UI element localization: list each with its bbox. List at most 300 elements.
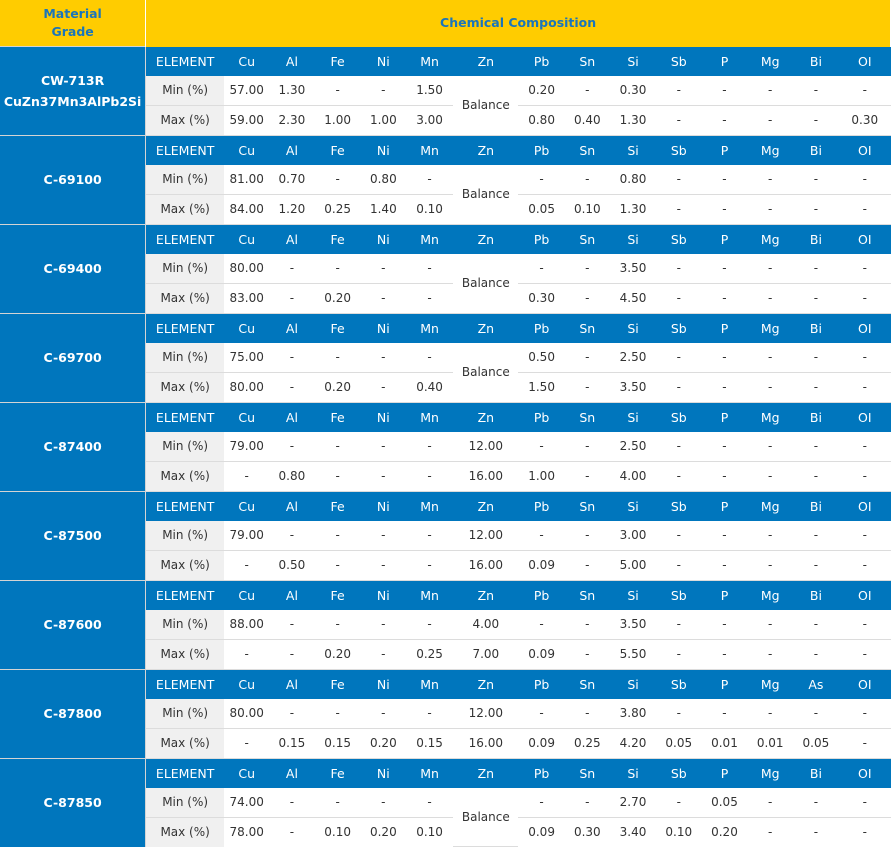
- element-header-cell: Cu: [224, 580, 269, 610]
- min-value-cell: -: [315, 76, 361, 106]
- min-value-cell: -: [656, 521, 701, 551]
- max-value-cell: -: [748, 283, 793, 313]
- min-value-cell: -: [839, 165, 890, 195]
- min-value-cell: -: [269, 788, 314, 818]
- min-value-cell: -: [565, 788, 610, 818]
- max-value-cell: -: [793, 283, 839, 313]
- element-header-cell: Al: [269, 491, 314, 521]
- min-value-cell: 57.00: [224, 76, 269, 106]
- element-header-cell: Sn: [565, 669, 610, 699]
- max-label: Max (%): [146, 817, 224, 847]
- min-value-cell: -: [406, 699, 453, 729]
- max-value-cell: 1.30: [610, 194, 656, 224]
- min-value-cell: -: [839, 521, 890, 551]
- min-value-cell: -: [565, 76, 610, 106]
- element-header-cell: Ni: [361, 580, 406, 610]
- max-value-cell: -: [748, 550, 793, 580]
- element-header-cell: Mg: [748, 669, 793, 699]
- max-label: Max (%): [146, 372, 224, 402]
- max-value-cell: -: [748, 639, 793, 669]
- element-header-cell: Sb: [656, 224, 701, 254]
- element-label: ELEMENT: [146, 402, 224, 432]
- min-value-cell: -: [361, 521, 406, 551]
- element-header-cell: Zn: [453, 224, 518, 254]
- max-value-cell: -: [406, 283, 453, 313]
- element-header-cell: Zn: [453, 313, 518, 343]
- element-header-row: [0, 135, 891, 165]
- element-header-cell: Pb: [518, 135, 564, 165]
- max-value-cell: 16.00: [453, 461, 518, 491]
- material-grade-cell: C-69700: [0, 313, 146, 402]
- max-value-cell: 0.09: [518, 817, 564, 847]
- element-header-cell: Al: [269, 580, 314, 610]
- element-header-cell: Al: [269, 135, 314, 165]
- max-value-cell: 1.00: [361, 105, 406, 135]
- element-header-cell: As: [793, 669, 839, 699]
- element-header-cell: Pb: [518, 491, 564, 521]
- min-value-cell: -: [701, 699, 747, 729]
- max-value-cell: 0.09: [518, 550, 564, 580]
- max-value-cell: 5.50: [610, 639, 656, 669]
- min-value-cell: -: [565, 343, 610, 373]
- min-value-cell: -: [269, 432, 314, 462]
- max-value-cell: -: [565, 639, 610, 669]
- max-value-cell: -: [361, 639, 406, 669]
- min-value-cell: 88.00: [224, 610, 269, 640]
- material-grade-cell: C-69100: [0, 135, 146, 224]
- max-value-cell: 2.30: [269, 105, 314, 135]
- max-value-cell: 0.20: [315, 639, 361, 669]
- min-value-cell: -: [793, 343, 839, 373]
- min-value-cell: 3.50: [610, 254, 656, 284]
- element-header-cell: Bi: [793, 580, 839, 610]
- max-value-cell: -: [656, 194, 701, 224]
- material-grade-cell: CW-713R CuZn37Mn3AlPb2Si: [0, 47, 146, 136]
- element-header-cell: Al: [269, 402, 314, 432]
- element-header-cell: P: [701, 669, 747, 699]
- min-value-cell: -: [793, 610, 839, 640]
- min-value-cell: -: [656, 788, 701, 818]
- min-value-cell: -: [793, 76, 839, 106]
- material-grade-header: Material Grade: [0, 0, 146, 47]
- element-label: ELEMENT: [146, 669, 224, 699]
- element-header-cell: OI: [839, 135, 890, 165]
- max-value-cell: -: [839, 639, 890, 669]
- element-header-cell: P: [701, 758, 747, 788]
- min-value-cell: 0.80: [361, 165, 406, 195]
- min-value-cell: -: [839, 254, 890, 284]
- element-header-cell: Sb: [656, 47, 701, 76]
- max-value-cell: 0.50: [269, 550, 314, 580]
- element-label: ELEMENT: [146, 47, 224, 76]
- min-value-cell: 2.50: [610, 432, 656, 462]
- element-header-cell: Cu: [224, 402, 269, 432]
- min-value-cell: -: [793, 521, 839, 551]
- max-value-cell: -: [656, 461, 701, 491]
- min-value-cell: -: [701, 165, 747, 195]
- min-value-cell: -: [701, 76, 747, 106]
- min-value-cell: -: [656, 610, 701, 640]
- element-header-cell: Mn: [406, 758, 453, 788]
- element-header-cell: Mn: [406, 224, 453, 254]
- element-header-cell: Pb: [518, 580, 564, 610]
- element-header-cell: Sb: [656, 580, 701, 610]
- max-value-cell: 1.50: [518, 372, 564, 402]
- element-header-cell: Si: [610, 491, 656, 521]
- max-value-cell: -: [701, 194, 747, 224]
- min-value-cell: -: [793, 788, 839, 818]
- max-value-cell: 4.20: [610, 728, 656, 758]
- element-header-cell: Zn: [453, 135, 518, 165]
- element-header-cell: Fe: [315, 402, 361, 432]
- max-label: Max (%): [146, 639, 224, 669]
- element-header-cell: Pb: [518, 313, 564, 343]
- max-value-cell: 4.50: [610, 283, 656, 313]
- element-header-cell: Cu: [224, 135, 269, 165]
- element-header-cell: Bi: [793, 313, 839, 343]
- element-header-cell: Fe: [315, 758, 361, 788]
- max-value-cell: -: [406, 461, 453, 491]
- max-value-cell: -: [361, 283, 406, 313]
- max-value-cell: 5.00: [610, 550, 656, 580]
- min-value-cell: -: [406, 788, 453, 818]
- max-value-cell: -: [406, 550, 453, 580]
- element-header-cell: P: [701, 135, 747, 165]
- min-value-cell: -: [315, 343, 361, 373]
- min-value-cell: 0.30: [610, 76, 656, 106]
- min-value-cell: -: [406, 165, 453, 195]
- min-label: Min (%): [146, 610, 224, 640]
- min-value-cell: -: [315, 610, 361, 640]
- max-value-cell: 83.00: [224, 283, 269, 313]
- element-header-cell: Mg: [748, 47, 793, 76]
- element-header-cell: Si: [610, 135, 656, 165]
- element-header-row: [0, 758, 891, 788]
- material-grade-cell: C-87400: [0, 402, 146, 491]
- element-header-cell: Pb: [518, 224, 564, 254]
- element-header-cell: Ni: [361, 313, 406, 343]
- max-value-cell: -: [701, 283, 747, 313]
- max-value-cell: 0.20: [315, 283, 361, 313]
- min-label: Min (%): [146, 254, 224, 284]
- max-label: Max (%): [146, 194, 224, 224]
- element-header-cell: Mg: [748, 580, 793, 610]
- min-value-cell: -: [701, 432, 747, 462]
- min-value-cell: -: [748, 610, 793, 640]
- max-value-cell: -: [793, 461, 839, 491]
- min-value-cell: -: [565, 165, 610, 195]
- max-value-cell: 3.00: [406, 105, 453, 135]
- element-header-cell: OI: [839, 580, 890, 610]
- element-header-cell: Sn: [565, 580, 610, 610]
- min-value-cell: -: [315, 521, 361, 551]
- element-header-cell: Pb: [518, 758, 564, 788]
- element-header-cell: Al: [269, 224, 314, 254]
- min-value-cell: -: [565, 610, 610, 640]
- element-header-cell: Mn: [406, 47, 453, 76]
- max-value-cell: -: [793, 194, 839, 224]
- max-value-cell: -: [269, 639, 314, 669]
- element-header-cell: Ni: [361, 758, 406, 788]
- material-grade-cell: C-87500: [0, 491, 146, 580]
- element-header-cell: Sb: [656, 402, 701, 432]
- max-value-cell: 1.20: [269, 194, 314, 224]
- element-header-cell: Bi: [793, 402, 839, 432]
- min-value-cell: -: [565, 699, 610, 729]
- min-value-cell: -: [839, 610, 890, 640]
- max-value-cell: -: [839, 728, 890, 758]
- max-value-cell: -: [224, 639, 269, 669]
- element-label: ELEMENT: [146, 491, 224, 521]
- min-value-cell: 1.50: [406, 76, 453, 106]
- zn-balance-cell: Balance: [453, 254, 518, 314]
- element-header-cell: Al: [269, 313, 314, 343]
- element-header-row: [0, 491, 891, 521]
- max-value-cell: 0.10: [565, 194, 610, 224]
- min-value-cell: -: [748, 343, 793, 373]
- max-value-cell: 7.00: [453, 639, 518, 669]
- min-value-cell: -: [565, 254, 610, 284]
- element-header-cell: Bi: [793, 47, 839, 76]
- element-header-cell: Bi: [793, 758, 839, 788]
- min-value-cell: 12.00: [453, 699, 518, 729]
- min-value-cell: -: [701, 343, 747, 373]
- max-value-cell: 0.09: [518, 639, 564, 669]
- max-value-cell: -: [656, 550, 701, 580]
- min-value-cell: -: [656, 699, 701, 729]
- element-header-cell: Pb: [518, 669, 564, 699]
- element-header-cell: Sn: [565, 491, 610, 521]
- element-header-cell: Sb: [656, 135, 701, 165]
- element-label: ELEMENT: [146, 580, 224, 610]
- max-value-cell: -: [793, 817, 839, 847]
- max-value-cell: 1.40: [361, 194, 406, 224]
- max-value-cell: -: [656, 283, 701, 313]
- max-value-cell: -: [565, 550, 610, 580]
- element-header-cell: Ni: [361, 224, 406, 254]
- min-label: Min (%): [146, 521, 224, 551]
- min-value-cell: 2.70: [610, 788, 656, 818]
- min-value-cell: -: [839, 76, 890, 106]
- min-value-cell: -: [269, 343, 314, 373]
- max-value-cell: 4.00: [610, 461, 656, 491]
- min-value-cell: -: [748, 165, 793, 195]
- max-value-cell: 84.00: [224, 194, 269, 224]
- min-value-cell: -: [839, 343, 890, 373]
- max-value-cell: 0.25: [315, 194, 361, 224]
- min-value-cell: 79.00: [224, 432, 269, 462]
- min-value-cell: -: [406, 343, 453, 373]
- min-value-cell: -: [406, 521, 453, 551]
- element-header-cell: Si: [610, 758, 656, 788]
- max-value-cell: -: [701, 461, 747, 491]
- min-value-cell: 0.70: [269, 165, 314, 195]
- min-value-cell: -: [701, 610, 747, 640]
- min-value-cell: -: [269, 610, 314, 640]
- element-header-cell: Ni: [361, 669, 406, 699]
- max-label: Max (%): [146, 105, 224, 135]
- max-label: Max (%): [146, 728, 224, 758]
- element-header-cell: Si: [610, 669, 656, 699]
- max-value-cell: 0.25: [406, 639, 453, 669]
- element-header-cell: Fe: [315, 313, 361, 343]
- max-value-cell: 0.20: [361, 728, 406, 758]
- element-header-row: [0, 669, 891, 699]
- element-header-cell: P: [701, 491, 747, 521]
- min-value-cell: -: [656, 165, 701, 195]
- element-header-row: [0, 580, 891, 610]
- min-value-cell: -: [315, 254, 361, 284]
- min-value-cell: -: [315, 699, 361, 729]
- max-value-cell: 0.01: [748, 728, 793, 758]
- min-value-cell: -: [406, 254, 453, 284]
- element-header-cell: Mg: [748, 758, 793, 788]
- max-value-cell: 0.15: [269, 728, 314, 758]
- min-value-cell: -: [748, 699, 793, 729]
- max-value-cell: 16.00: [453, 728, 518, 758]
- element-header-cell: Bi: [793, 224, 839, 254]
- min-value-cell: -: [406, 610, 453, 640]
- element-header-cell: Mn: [406, 580, 453, 610]
- max-value-cell: -: [839, 283, 890, 313]
- max-value-cell: -: [748, 105, 793, 135]
- max-value-cell: -: [315, 461, 361, 491]
- min-value-cell: 0.20: [518, 76, 564, 106]
- element-header-cell: Cu: [224, 224, 269, 254]
- max-value-cell: -: [269, 372, 314, 402]
- max-value-cell: -: [793, 550, 839, 580]
- max-value-cell: -: [701, 550, 747, 580]
- max-value-cell: -: [748, 372, 793, 402]
- element-header-cell: Si: [610, 224, 656, 254]
- min-label: Min (%): [146, 76, 224, 106]
- min-value-cell: -: [518, 254, 564, 284]
- max-value-cell: 78.00: [224, 817, 269, 847]
- min-value-cell: 1.30: [269, 76, 314, 106]
- element-header-cell: Pb: [518, 47, 564, 76]
- max-value-cell: 0.40: [406, 372, 453, 402]
- max-value-cell: -: [839, 194, 890, 224]
- min-value-cell: -: [793, 699, 839, 729]
- max-value-cell: -: [224, 728, 269, 758]
- min-value-cell: -: [361, 432, 406, 462]
- min-label: Min (%): [146, 432, 224, 462]
- max-value-cell: 0.05: [656, 728, 701, 758]
- max-value-cell: 0.30: [565, 817, 610, 847]
- element-header-cell: Pb: [518, 402, 564, 432]
- min-value-cell: -: [361, 699, 406, 729]
- element-header-cell: Sb: [656, 313, 701, 343]
- element-header-cell: Si: [610, 402, 656, 432]
- max-value-cell: 0.05: [793, 728, 839, 758]
- element-header-cell: Fe: [315, 491, 361, 521]
- max-label: Max (%): [146, 283, 224, 313]
- element-header-cell: Zn: [453, 758, 518, 788]
- min-value-cell: -: [748, 432, 793, 462]
- max-value-cell: -: [224, 550, 269, 580]
- min-value-cell: 80.00: [224, 254, 269, 284]
- min-value-cell: 75.00: [224, 343, 269, 373]
- max-value-cell: 0.05: [518, 194, 564, 224]
- max-value-cell: 0.10: [406, 194, 453, 224]
- element-header-cell: Cu: [224, 758, 269, 788]
- max-value-cell: -: [656, 372, 701, 402]
- min-value-cell: -: [361, 76, 406, 106]
- max-value-cell: -: [839, 550, 890, 580]
- max-value-cell: -: [656, 639, 701, 669]
- min-value-cell: -: [701, 254, 747, 284]
- min-value-cell: -: [839, 432, 890, 462]
- element-header-cell: Fe: [315, 47, 361, 76]
- min-value-cell: -: [315, 165, 361, 195]
- zn-balance-cell: Balance: [453, 788, 518, 847]
- max-value-cell: -: [361, 461, 406, 491]
- min-value-cell: -: [793, 165, 839, 195]
- max-value-cell: 1.30: [610, 105, 656, 135]
- element-header-cell: Bi: [793, 491, 839, 521]
- max-label: Max (%): [146, 461, 224, 491]
- element-header-cell: Al: [269, 47, 314, 76]
- min-value-cell: 74.00: [224, 788, 269, 818]
- max-value-cell: 0.20: [361, 817, 406, 847]
- element-header-cell: OI: [839, 47, 890, 76]
- element-header-cell: Sn: [565, 313, 610, 343]
- min-value-cell: -: [518, 432, 564, 462]
- element-header-cell: OI: [839, 402, 890, 432]
- min-value-cell: -: [793, 432, 839, 462]
- element-header-cell: Sn: [565, 135, 610, 165]
- element-header-cell: Mg: [748, 313, 793, 343]
- min-value-cell: -: [656, 254, 701, 284]
- min-value-cell: 0.50: [518, 343, 564, 373]
- element-header-cell: Sn: [565, 402, 610, 432]
- max-value-cell: -: [315, 550, 361, 580]
- max-value-cell: 16.00: [453, 550, 518, 580]
- min-value-cell: -: [361, 343, 406, 373]
- element-header-cell: Sb: [656, 669, 701, 699]
- element-header-cell: OI: [839, 758, 890, 788]
- max-value-cell: -: [748, 817, 793, 847]
- min-value-cell: 0.80: [610, 165, 656, 195]
- element-header-cell: Sn: [565, 224, 610, 254]
- element-label: ELEMENT: [146, 224, 224, 254]
- element-header-cell: Fe: [315, 224, 361, 254]
- min-value-cell: -: [748, 521, 793, 551]
- element-header-cell: Si: [610, 47, 656, 76]
- element-header-cell: P: [701, 313, 747, 343]
- min-label: Min (%): [146, 788, 224, 818]
- min-value-cell: -: [518, 521, 564, 551]
- max-value-cell: -: [224, 461, 269, 491]
- element-header-cell: P: [701, 47, 747, 76]
- min-value-cell: 80.00: [224, 699, 269, 729]
- element-header-cell: Ni: [361, 135, 406, 165]
- element-header-row: [0, 313, 891, 343]
- min-value-cell: -: [748, 788, 793, 818]
- element-header-row: [0, 402, 891, 432]
- min-value-cell: -: [269, 254, 314, 284]
- max-value-cell: 0.30: [839, 105, 890, 135]
- element-header-cell: Mg: [748, 402, 793, 432]
- max-value-cell: -: [361, 550, 406, 580]
- max-label: Max (%): [146, 550, 224, 580]
- min-label: Min (%): [146, 165, 224, 195]
- element-header-cell: OI: [839, 224, 890, 254]
- min-value-cell: 81.00: [224, 165, 269, 195]
- element-label: ELEMENT: [146, 758, 224, 788]
- element-header-cell: Ni: [361, 491, 406, 521]
- min-value-cell: 12.00: [453, 432, 518, 462]
